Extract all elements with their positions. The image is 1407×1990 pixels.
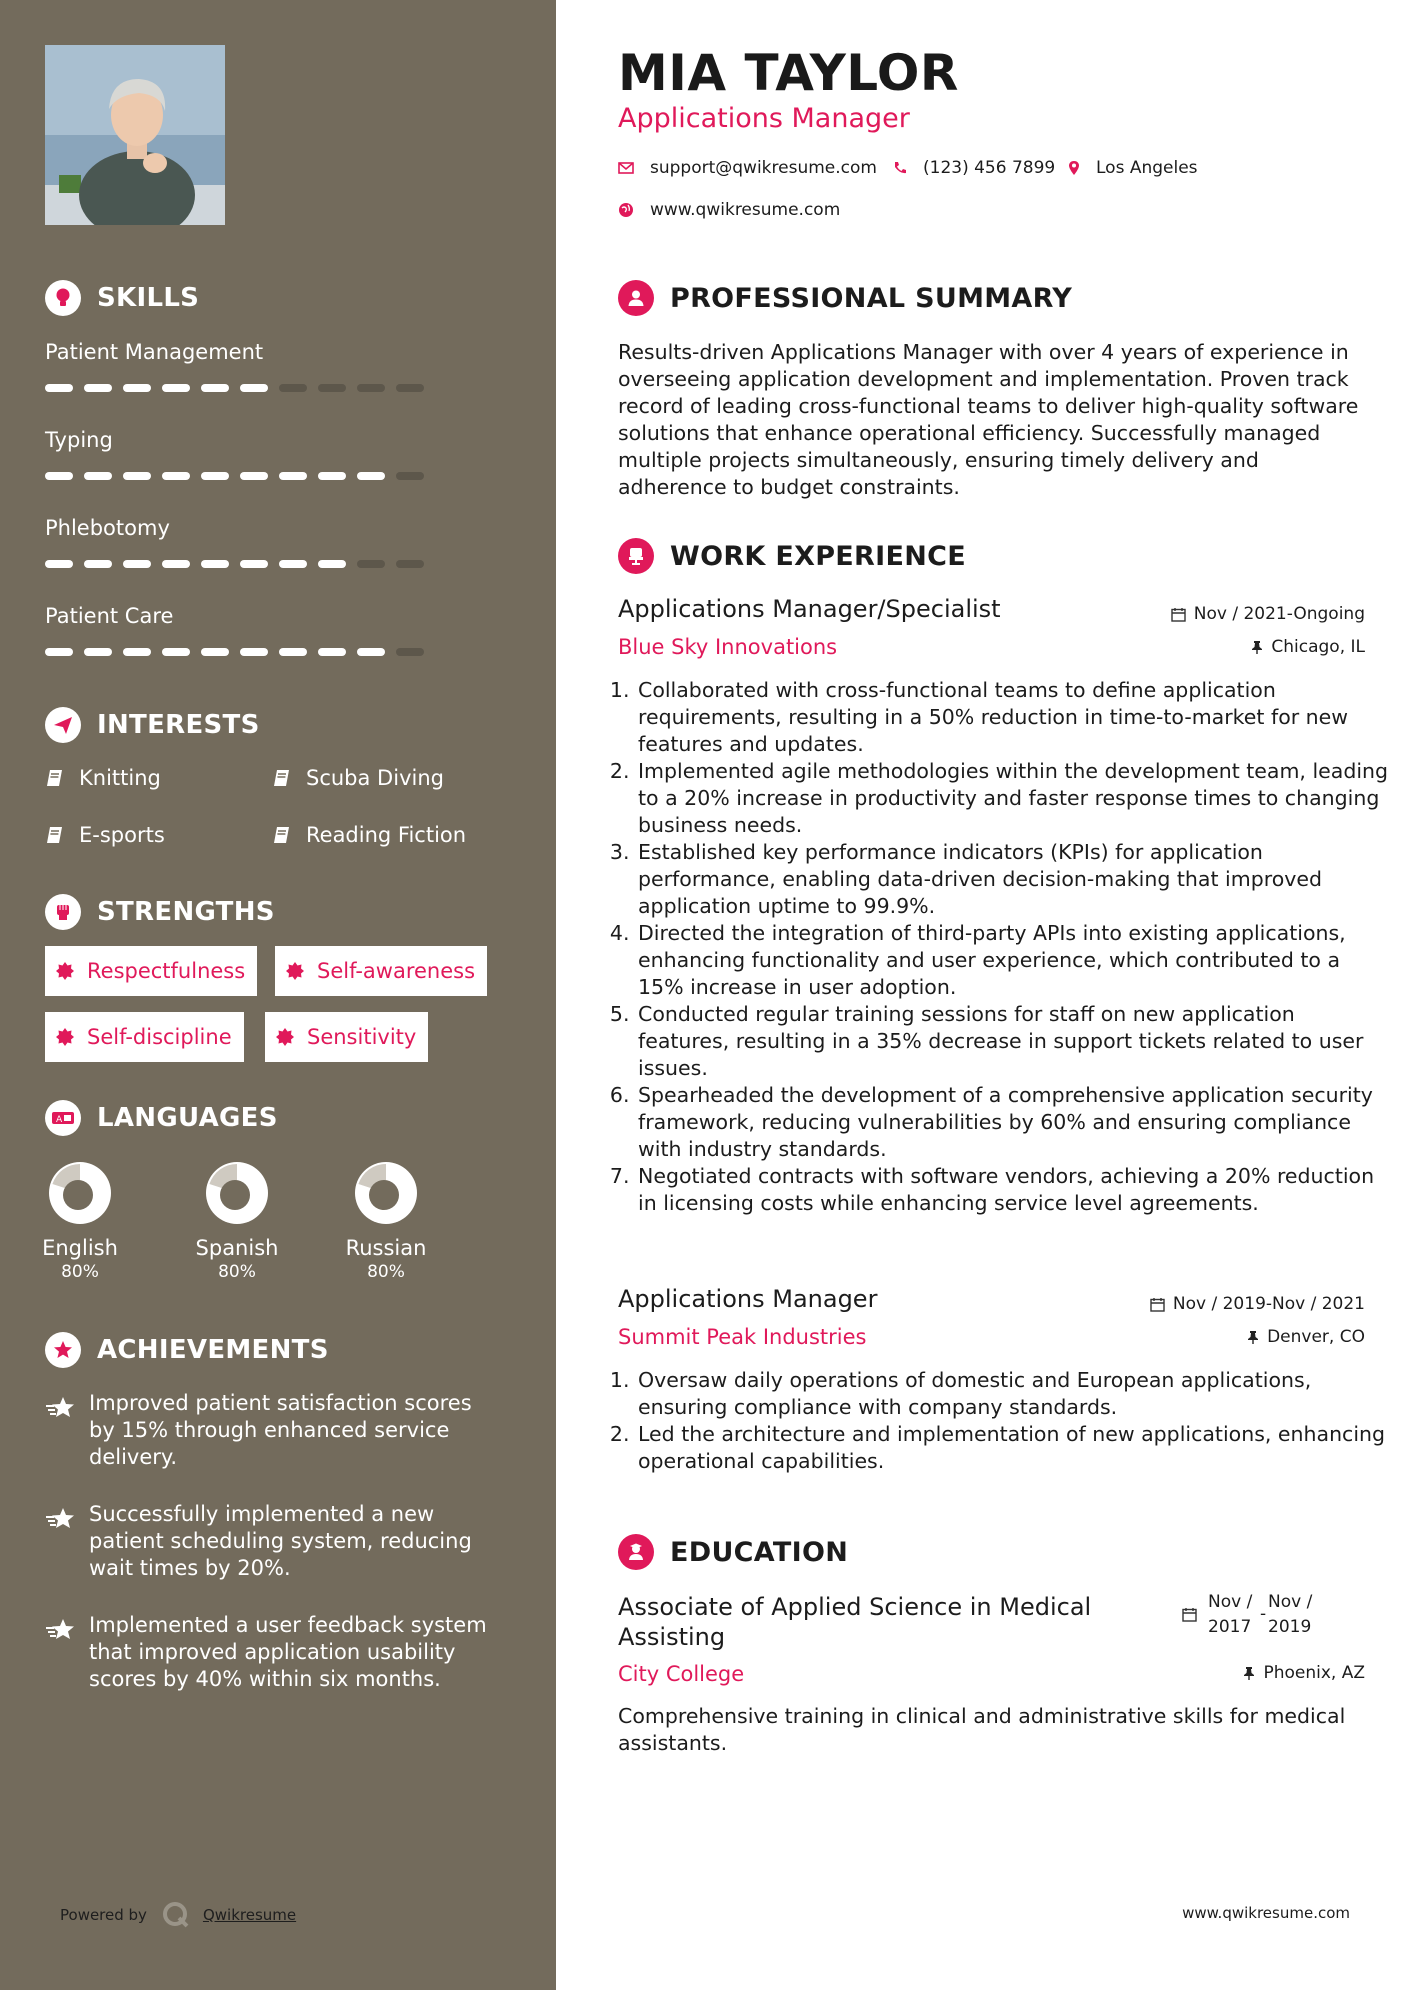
graduate-icon — [618, 1534, 654, 1570]
donut-hole — [369, 1180, 399, 1210]
calendar-icon — [1150, 1297, 1165, 1312]
skill-dash-filled — [201, 384, 229, 392]
skill-dash-filled — [318, 560, 346, 568]
skill-dash-filled — [45, 560, 73, 568]
strength-tag: Sensitivity — [265, 1012, 428, 1062]
book-icon — [272, 825, 292, 845]
skill-item: Patient Management — [45, 340, 445, 392]
strength-tag: Self-discipline — [45, 1012, 244, 1062]
skill-dash-empty — [396, 560, 424, 568]
experience-heading: WORK EXPERIENCE — [618, 538, 966, 574]
interests-heading: INTERESTS — [45, 707, 260, 743]
fist-icon — [45, 894, 81, 930]
skill-dash-filled — [357, 648, 385, 656]
star-icon — [45, 1396, 77, 1420]
duty-item: 2. Led the architecture and implementation of new applications, enhancing operational capabilities. — [636, 1421, 1391, 1475]
skill-dash-filled — [162, 560, 190, 568]
education-dates: Nov / 2017 - Nov / 2019 — [1182, 1592, 1342, 1638]
job-title: Applications Manager — [618, 1285, 878, 1313]
contact-phone: (123) 456 7899 — [893, 158, 1055, 178]
skill-dash-filled — [201, 648, 229, 656]
skill-dash-filled — [123, 560, 151, 568]
calendar-icon — [1182, 1607, 1197, 1622]
pushpin-icon — [1247, 1330, 1259, 1345]
duty-item: 6. Spearheaded the development of a comprehensive application security framework, reducing vulnerabilities by 60% and ensuring compliance with industry standards. — [636, 1082, 1391, 1163]
skill-dash-filled — [123, 472, 151, 480]
translate-icon — [45, 1100, 81, 1136]
skill-dash-empty — [357, 384, 385, 392]
skill-level-bar — [45, 472, 445, 480]
lightbulb-icon — [45, 280, 81, 316]
skill-dash-filled — [318, 472, 346, 480]
paper-plane-icon — [45, 707, 81, 743]
company-name: Blue Sky Innovations — [618, 635, 838, 659]
duty-item: 3. Established key performance indicators (KPIs) for application performance, enabling data-driven decision-making that improved application uptime to 99.9%. — [636, 839, 1391, 920]
duty-item: 1. Oversaw daily operations of domestic and European applications, ensuring compliance with company standards. — [636, 1367, 1391, 1421]
phone-icon — [893, 161, 907, 175]
duty-item: 1. Collaborated with cross-functional teams to define application requirements, resulting in a 50% reduction in time-to-market for new features and updates. — [636, 677, 1391, 758]
map-pin-icon — [1068, 160, 1080, 176]
skill-dash-empty — [279, 384, 307, 392]
pushpin-icon — [1251, 640, 1263, 655]
envelope-icon — [618, 161, 634, 175]
contact-email — [618, 158, 877, 178]
skill-dash-filled — [84, 384, 112, 392]
star-icon — [45, 1507, 77, 1531]
job-location: Chicago, IL — [1251, 637, 1365, 657]
candidate-name: MIA TAYLOR — [618, 44, 959, 102]
skill-dash-filled — [123, 648, 151, 656]
pushpin-icon — [1243, 1666, 1255, 1681]
skill-dash-filled — [201, 472, 229, 480]
skill-dash-filled — [240, 560, 268, 568]
badge-icon — [55, 961, 75, 981]
website-link[interactable]: www.qwikresume.com — [650, 200, 841, 220]
globe-icon — [618, 202, 634, 218]
skill-dash-filled — [201, 560, 229, 568]
donut-hole — [220, 1180, 250, 1210]
skill-dash-empty — [396, 472, 424, 480]
skill-dash-filled — [279, 472, 307, 480]
briefcase-chair-icon — [618, 538, 654, 574]
skill-dash-filled — [162, 648, 190, 656]
qwikresume-link[interactable]: Qwikresume — [202, 1906, 297, 1924]
education-heading: EDUCATION — [618, 1534, 848, 1570]
skill-level-bar — [45, 560, 445, 568]
skill-dash-filled — [84, 472, 112, 480]
achievements-heading: ACHIEVEMENTS — [45, 1332, 329, 1368]
sidebar — [0, 0, 556, 1990]
book-icon — [45, 768, 65, 788]
skill-dash-filled — [318, 648, 346, 656]
interest-item: E-sports — [45, 823, 165, 847]
education-location: Phoenix, AZ — [1243, 1663, 1365, 1683]
languages-heading: A LANGUAGES — [45, 1100, 278, 1136]
achievement-item: Implemented a user feedback system that improved application usability scores by 40% within six months. — [45, 1612, 495, 1693]
skill-dash-filled — [123, 384, 151, 392]
duty-item: 5. Conducted regular training sessions for staff on new application features, resulting in a 35% decrease in support tickets related to user issues. — [636, 1001, 1391, 1082]
summary-text: Results-driven Applications Manager with over 4 years of experience in overseeing application development and implementation. Proven track record of leading cross-functional teams to deliver high-quality software solutions that enhance operational efficiency. Successfully managed multiple projects simultaneously, ensuring timely delivery and adherence to budget constraints. — [618, 340, 1359, 499]
svg-text:A: A — [56, 1115, 63, 1125]
skill-dash-empty — [357, 560, 385, 568]
skill-level-bar — [45, 648, 445, 656]
candidate-title: Applications Manager — [618, 103, 910, 134]
language-proficiency-chart — [353, 1160, 419, 1226]
book-icon — [272, 768, 292, 788]
skill-dash-empty — [396, 648, 424, 656]
language-item: English 80% — [25, 1160, 135, 1282]
achievement-item: Improved patient satisfaction scores by 15% through enhanced service delivery. — [45, 1390, 495, 1471]
duty-item: 2. Implemented agile methodologies within the development team, leading to a 20% increase in productivity and faster response times to changing business needs. — [636, 758, 1391, 839]
company-name: Summit Peak Industries — [618, 1325, 867, 1349]
school-name: City College — [618, 1662, 745, 1686]
job-dates: Nov / 2021-Ongoing — [1171, 604, 1365, 624]
job-dates: Nov / 2019-Nov / 2021 — [1150, 1294, 1365, 1314]
duty-item: 7. Negotiated contracts with software vendors, achieving a 20% reduction in licensing costs while enhancing service level agreements. — [636, 1163, 1391, 1217]
interest-item: Knitting — [45, 766, 161, 790]
language-item: Spanish 80% — [182, 1160, 292, 1282]
skill-dash-filled — [162, 472, 190, 480]
donut-hole — [63, 1180, 93, 1210]
language-proficiency-chart — [47, 1160, 113, 1226]
strengths-heading: STRENGTHS — [45, 894, 275, 930]
skill-dash-filled — [279, 648, 307, 656]
job-location: Denver, CO — [1247, 1327, 1365, 1347]
interest-item: Scuba Diving — [272, 766, 444, 790]
skill-dash-filled — [240, 648, 268, 656]
skill-item: Typing — [45, 428, 445, 480]
user-icon — [618, 280, 654, 316]
skill-dash-filled — [240, 472, 268, 480]
badge-icon — [55, 1027, 75, 1047]
book-icon — [45, 825, 65, 845]
badge-icon — [275, 1027, 295, 1047]
degree-title: Associate of Applied Science in Medical Assisting — [618, 1593, 1092, 1651]
main-content — [556, 0, 1407, 1990]
summary-heading: PROFESSIONAL SUMMARY — [618, 280, 1072, 316]
job-title: Applications Manager/Specialist — [618, 595, 1001, 623]
qwikresume-logo-icon — [161, 1900, 191, 1930]
skill-dash-filled — [84, 648, 112, 656]
skill-dash-empty — [318, 384, 346, 392]
star-icon — [45, 1618, 77, 1642]
skill-item: Patient Care — [45, 604, 445, 656]
skill-dash-filled — [357, 472, 385, 480]
job-duties-list — [618, 1367, 1391, 1475]
email-link[interactable]: support@qwikresume.com — [650, 158, 877, 178]
powered-by: Powered by Qwikresume — [60, 1900, 296, 1930]
skill-item: Phlebotomy — [45, 516, 445, 568]
calendar-icon — [1171, 607, 1186, 622]
star-award-icon — [45, 1332, 81, 1368]
badge-icon — [285, 961, 305, 981]
interest-item: Reading Fiction — [272, 823, 466, 847]
skill-dash-filled — [240, 384, 268, 392]
skill-dash-filled — [45, 384, 73, 392]
job-duties-list — [618, 677, 1391, 1217]
skills-heading: SKILLS — [45, 280, 199, 316]
language-proficiency-chart — [204, 1160, 270, 1226]
skill-dash-filled — [162, 384, 190, 392]
skill-dash-filled — [279, 560, 307, 568]
language-item: Russian 80% — [331, 1160, 441, 1282]
education-description: Comprehensive training in clinical and administrative skills for medical assistants. — [618, 1704, 1346, 1755]
contact-website — [618, 200, 840, 220]
footer-website[interactable]: www.qwikresume.com — [1182, 1904, 1350, 1922]
skill-dash-empty — [396, 384, 424, 392]
skill-dash-filled — [45, 648, 73, 656]
skill-dash-filled — [45, 472, 73, 480]
strength-tag: Respectfulness — [45, 946, 257, 996]
contact-location: Los Angeles — [1068, 158, 1198, 178]
strength-tag: Self-awareness — [275, 946, 487, 996]
achievement-item: Successfully implemented a new patient scheduling system, reducing wait times by 20%. — [45, 1501, 495, 1582]
profile-photo — [45, 45, 225, 225]
skill-level-bar — [45, 384, 445, 392]
duty-item: 4. Directed the integration of third-party APIs into existing applications, enhancing functionality and user experience, which contributed to a 15% increase in user adoption. — [636, 920, 1391, 1001]
skill-dash-filled — [84, 560, 112, 568]
